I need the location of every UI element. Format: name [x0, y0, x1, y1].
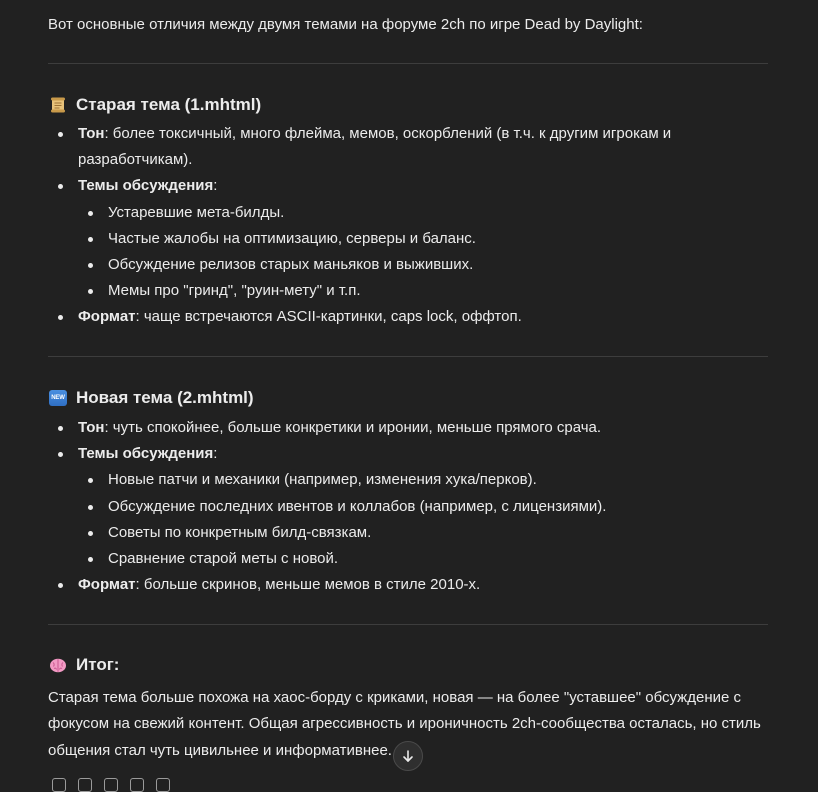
scroll-icon [48, 95, 68, 115]
divider [48, 624, 768, 625]
summary-title [48, 653, 119, 677]
list-item-topics [48, 441, 768, 467]
old-section-list [48, 121, 768, 331]
new-section-title-text: Новая тема (2.mhtml) [76, 388, 254, 407]
format-label: Формат [78, 308, 136, 326]
divider [48, 356, 768, 357]
old-section-title-text: Старая тема (1.mhtml) [76, 95, 262, 114]
speaker-icon[interactable] [130, 778, 144, 792]
summary-title-text: Итог: [76, 655, 120, 674]
format-label: Формат [78, 576, 136, 594]
copy-icon[interactable] [52, 778, 66, 792]
message-actions [52, 778, 170, 788]
list-item-tone [48, 415, 768, 441]
list-item: Советы по конкретным билд-связкам. [48, 520, 768, 546]
list-item: Обсуждение релизов старых маньяков и выживших. [48, 252, 768, 278]
list-item: Обсуждение последних ивентов и коллабов (например, с лицензиями). [48, 494, 768, 520]
summary-text: Старая тема больше похожа на хаос-борду с криками, новая — на более "уставшее" обсуждение с фокусом на свежий контент. Общая агрессивность и ироничность 2ch-сообщества осталась, но стиль общения стал чуть цивильнее и информативнее. [48, 689, 761, 759]
list-item: Новые патчи и механики (например, изменения хука/перков). [48, 467, 768, 493]
thumbs-down-icon[interactable] [104, 778, 118, 792]
topics-label: Темы обсуждения [78, 177, 214, 195]
topics-colon: : [213, 445, 218, 463]
tone-text: : более токсичный, много флейма, мемов, оскорблений (в т.ч. к другим игрокам и разработчикам). [78, 125, 672, 169]
intro-text: Вот основные отличия между двумя темами на форуме 2ch по игре Dead by Daylight: [48, 16, 643, 33]
arrow-down-icon [401, 749, 415, 763]
old-section-title [48, 93, 261, 117]
list-item-format [48, 304, 768, 330]
list-item-tone [48, 121, 768, 173]
new-section-list [48, 415, 768, 598]
topics-label: Темы обсуждения [78, 445, 214, 463]
list-item: Сравнение старой меты с новой. [48, 546, 768, 572]
list-item: Частые жалобы на оптимизацию, серверы и баланс. [48, 226, 768, 252]
tone-text: : чуть спокойнее, больше конкретики и иронии, меньше прямого срача. [104, 419, 602, 436]
scroll-to-bottom-button[interactable] [393, 741, 423, 771]
list-item: Устаревшие мета-билды. [48, 200, 768, 226]
thumbs-up-icon[interactable] [78, 778, 92, 792]
list-item-format [48, 572, 768, 598]
list-item-topics [48, 173, 768, 199]
tone-label: Тон [78, 125, 105, 142]
brain-icon [48, 655, 68, 675]
new-badge-text: NEW [49, 390, 67, 406]
topics-colon: : [213, 177, 218, 195]
list-item: Мемы про "гринд", "руин-мету" и т.п. [48, 278, 768, 304]
new-section-title [48, 386, 254, 410]
new-badge-icon [48, 388, 68, 408]
format-text: : больше скринов, меньше мемов в стиле 2010-х. [135, 576, 481, 594]
format-text: : чаще встречаются ASCII-картинки, caps lock, оффтоп. [135, 308, 522, 326]
divider [48, 63, 768, 64]
tone-label: Тон [78, 419, 105, 436]
regenerate-icon[interactable] [156, 778, 170, 792]
